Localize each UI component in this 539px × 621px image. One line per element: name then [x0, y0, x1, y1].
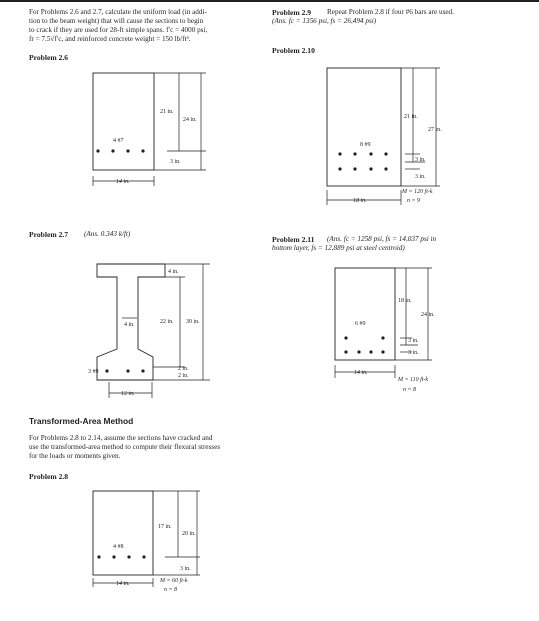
beam-section: [93, 491, 153, 575]
rebar: [338, 167, 341, 170]
rebar: [127, 555, 130, 558]
problem-2-8-title: Problem 2.8: [29, 472, 69, 481]
modular-ratio-label: n = 8: [164, 587, 178, 593]
transformed-line-1: For Problems 2.8 to 2.14, assume the sections have cracked and: [29, 434, 213, 442]
dim-label: 4 in.: [124, 322, 135, 328]
rebar: [353, 167, 356, 170]
moment-label: M = 60 ft-k: [160, 578, 188, 584]
rebar: [381, 336, 384, 339]
modular-ratio-label: n = 9: [407, 198, 421, 204]
rebar: [126, 369, 129, 372]
dim-label: 2 in.: [178, 366, 189, 372]
dim-label: 18 in.: [398, 298, 412, 304]
problem-2-9-answer: (Ans. fc = 1356 psi, fs = 26,494 psi): [272, 17, 377, 25]
problem-2-11-title: Problem 2.11: [272, 235, 315, 244]
dim-label: 22 in.: [160, 319, 174, 325]
rebar: [384, 167, 387, 170]
rebar: [357, 350, 360, 353]
problem-2-11-answer-line-2: bottom layer, fs = 12,889 psi at steel centroid): [272, 244, 405, 252]
beam-section: [335, 268, 395, 360]
dim-label: 21 in.: [404, 114, 418, 120]
rebar: [105, 369, 108, 372]
beam-section: [327, 68, 401, 186]
rebar: [142, 555, 145, 558]
bars-label: 4 #8: [113, 544, 124, 550]
dim-label: 3 in.: [408, 338, 419, 344]
beam-section: [93, 73, 154, 170]
width-label: 18 in.: [353, 198, 367, 204]
problem-2-8-figure: [93, 491, 200, 593]
problem-2-9-title: Problem 2.9: [272, 8, 312, 17]
moment-label: M = 110 ft-k: [398, 377, 429, 383]
width-label: 12 in.: [121, 391, 135, 397]
rebar: [369, 152, 372, 155]
problem-2-6-title: Problem 2.6: [29, 53, 69, 62]
transformed-line-2: use the transformed-area method to compute their flexural stresses: [29, 443, 221, 451]
width-label: 14 in.: [354, 370, 368, 376]
dim-label: 3 in.: [170, 159, 181, 165]
dim-label: 21 in.: [160, 109, 174, 115]
intro-line-1: For Problems 2.6 and 2.7, calculate the uniform load (in addi-: [29, 8, 207, 16]
width-label: 14 in.: [116, 581, 130, 587]
transformed-line-3: for the loads or moments given.: [29, 452, 121, 460]
bars-label: 4 #7: [113, 138, 124, 144]
rebar: [344, 336, 347, 339]
rebar: [96, 149, 99, 152]
problem-2-11-figure: [335, 268, 435, 393]
dim-label: 30 in.: [186, 319, 200, 325]
rebar: [126, 149, 129, 152]
dim-label: 24 in.: [183, 117, 197, 123]
rebar: [97, 555, 100, 558]
rebar: [111, 149, 114, 152]
problem-2-10-title: Problem 2.10: [272, 46, 315, 55]
bars-label: 6 #9: [355, 321, 366, 327]
problem-2-7-answer: (Ans. 0.343 k/ft): [84, 230, 131, 238]
rebar: [369, 350, 372, 353]
rebar: [141, 369, 144, 372]
dim-label: 3 in.: [415, 174, 426, 180]
rebar: [141, 149, 144, 152]
rebar: [381, 350, 384, 353]
problem-2-7-title: Problem 2.7: [29, 230, 69, 239]
problem-2-6-figure: [93, 73, 206, 186]
bars-label: 3 #9: [88, 369, 99, 375]
problem-2-11-answer-line-1: (Ans. fc = 1258 psi, fs = 14,037 psi in: [327, 235, 437, 243]
rebar: [384, 152, 387, 155]
rebar: [353, 152, 356, 155]
intro-line-4: fr = 7.5√f′c, and reinforced concrete weight = 150 lb/ft³.: [29, 35, 191, 43]
transformed-area-heading: Transformed-Area Method: [29, 416, 134, 426]
rebar: [112, 555, 115, 558]
dim-label: 3 in.: [180, 566, 191, 572]
intro-line-3: to crack if they are used for 28-ft simple spans. f′c = 4000 psi,: [29, 26, 208, 34]
problem-2-9-line-1: Repeat Problem 2.8 if four #6 bars are used.: [327, 8, 454, 16]
dim-label: 4 in.: [168, 269, 179, 275]
problem-2-7-figure: [88, 264, 210, 398]
dim-label: 3 in.: [408, 350, 419, 356]
dim-label: 2 in.: [178, 373, 189, 379]
dim-label: 27 in.: [428, 127, 442, 133]
width-label: 14 in.: [116, 179, 130, 185]
dim-label: 24 in.: [421, 312, 435, 318]
dim-label: 3 in.: [415, 157, 426, 163]
dim-label: 17 in.: [158, 524, 172, 530]
rebar: [344, 350, 347, 353]
dim-label: 20 in.: [182, 531, 196, 537]
moment-label: M = 120 ft-k: [402, 189, 433, 195]
modular-ratio-label: n = 8: [403, 387, 417, 393]
rebar: [369, 167, 372, 170]
bars-label: 8 #9: [360, 142, 371, 148]
rebar: [338, 152, 341, 155]
problem-2-10-figure: [327, 68, 442, 205]
intro-line-2: tion to the beam weight) that will cause the sections to begin: [29, 17, 204, 25]
